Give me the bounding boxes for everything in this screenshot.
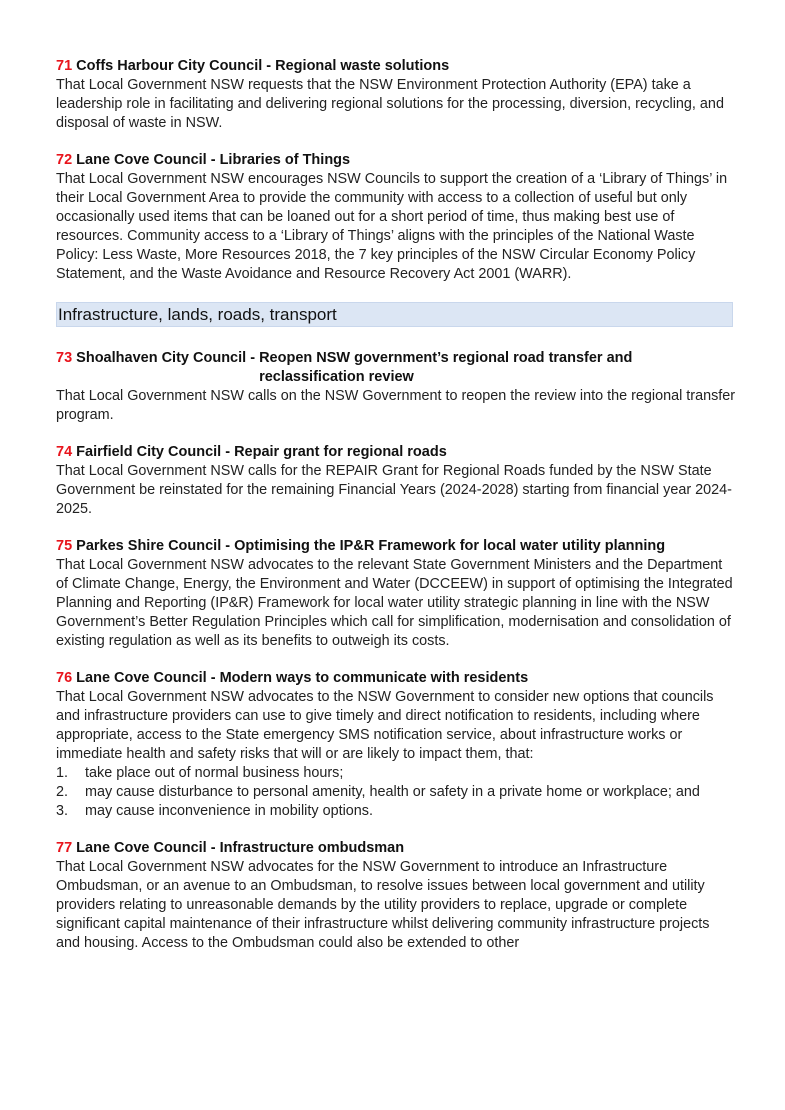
list-item-number: 1. [56,765,69,781]
motion-75 [56,537,736,651]
motion-number: 73 [56,350,73,366]
list-item-text: may cause inconvenience in mobility options. [85,803,373,819]
motion-heading: Reopen NSW government’s regional road transfer and reclassification review [259,350,633,385]
motion-heading: Lane Cove Council - Infrastructure ombudsman [76,840,405,856]
motion-72 [56,151,736,284]
motion-74 [56,443,736,519]
list-item [56,764,736,783]
list-item-text: take place out of normal business hours; [85,765,344,781]
motion-number: 74 [56,444,73,460]
motion-number: 77 [56,840,73,856]
motion-body: That Local Government NSW requests that the NSW Environment Protection Authority (EPA) take a leadership role in facilitating and delivering regional solutions for the processing, diversion, recycling, and disposal of waste in NSW. [56,77,724,131]
motion-number: 76 [56,670,73,686]
motion-body: That Local Government NSW encourages NSW Councils to support the creation of a ‘Library of Things’ in their Local Government Area to provide the community with access to a collection of useful but only occasionally used items that can be loaned out for a short period of time, thus making best use of resources. Community access to a ‘Library of Things’ aligns with the principles of the National Waste Policy: Less Waste, More Resources 2018, the 7 key principles of the NSW Circular Economy Policy Statement, and the Waste Avoidance and Resource Recovery Act 2001 (WARR). [56,171,728,282]
motion-title [56,537,736,556]
motion-body: That Local Government NSW advocates for the NSW Government to introduce an Infrastructure Ombudsman, or an avenue to an Ombudsman, to resolve issues between local government and utility providers relating to unreasonable demands by the utility providers to replace, upgrade or complete significant capital maintenance of their infrastructure whilst delivering community infrastructure projects and housing. Access to the Ombudsman could also be extended to other [56,859,710,951]
motion-body: That Local Government NSW calls for the REPAIR Grant for Regional Roads funded by the NSW State Government be reinstated for the remaining Financial Years (2024-2028) starting from financial year 2024-2025. [56,463,732,517]
motion-76 [56,669,736,821]
motion-number: 72 [56,152,73,168]
motion-title [56,839,736,858]
motion-number: 75 [56,538,73,554]
motion-title [56,349,736,387]
numbered-list [56,764,736,821]
section-heading: Infrastructure, lands, roads, transport [56,302,733,327]
list-item [56,802,736,821]
document-page [56,57,736,971]
motion-73 [56,349,736,425]
motion-71 [56,57,736,133]
motion-title [56,443,736,462]
motion-heading: Coffs Harbour City Council - Regional waste solutions [76,58,450,74]
list-item-text: may cause disturbance to personal amenity, health or safety in a private home or workplace; and [85,784,700,800]
motion-body: That Local Government NSW advocates to the relevant State Government Ministers and the Department of Climate Change, Energy, the Environment and Water (DCCEEW) in support of optimising the Integrated Planning and Reporting (IP&R) Framework for local water utility strategic planning in line with the NSW Government’s Better Regulation Principles which call for simplification, modernisation and consolidation of existing regulation as well as its benefits to outweigh its costs. [56,557,733,649]
motion-council: Shoalhaven City Council - [76,350,260,366]
list-item [56,783,736,802]
motion-77 [56,839,736,953]
motion-title [56,151,736,170]
motion-body: That Local Government NSW advocates to the NSW Government to consider new options that councils and infrastructure providers can use to give timely and direct notification to residents, including where appropriate, access to the State emergency SMS notification service, about infrastructure works or immediate health and safety risks that will or are likely to impact them, that: [56,689,714,762]
motion-heading: Fairfield City Council - Repair grant for regional roads [76,444,447,460]
list-item-number: 2. [56,784,69,800]
motion-heading: Parkes Shire Council - Optimising the IP&R Framework for local water utility planning [76,538,666,554]
motion-title [56,57,736,76]
motion-title [56,669,736,688]
list-item-number: 3. [56,803,69,819]
motion-heading: Lane Cove Council - Libraries of Things [76,152,351,168]
motion-body: That Local Government NSW calls on the NSW Government to reopen the review into the regional transfer program. [56,388,736,423]
motion-number: 71 [56,58,73,74]
motion-heading: Lane Cove Council - Modern ways to communicate with residents [76,670,529,686]
